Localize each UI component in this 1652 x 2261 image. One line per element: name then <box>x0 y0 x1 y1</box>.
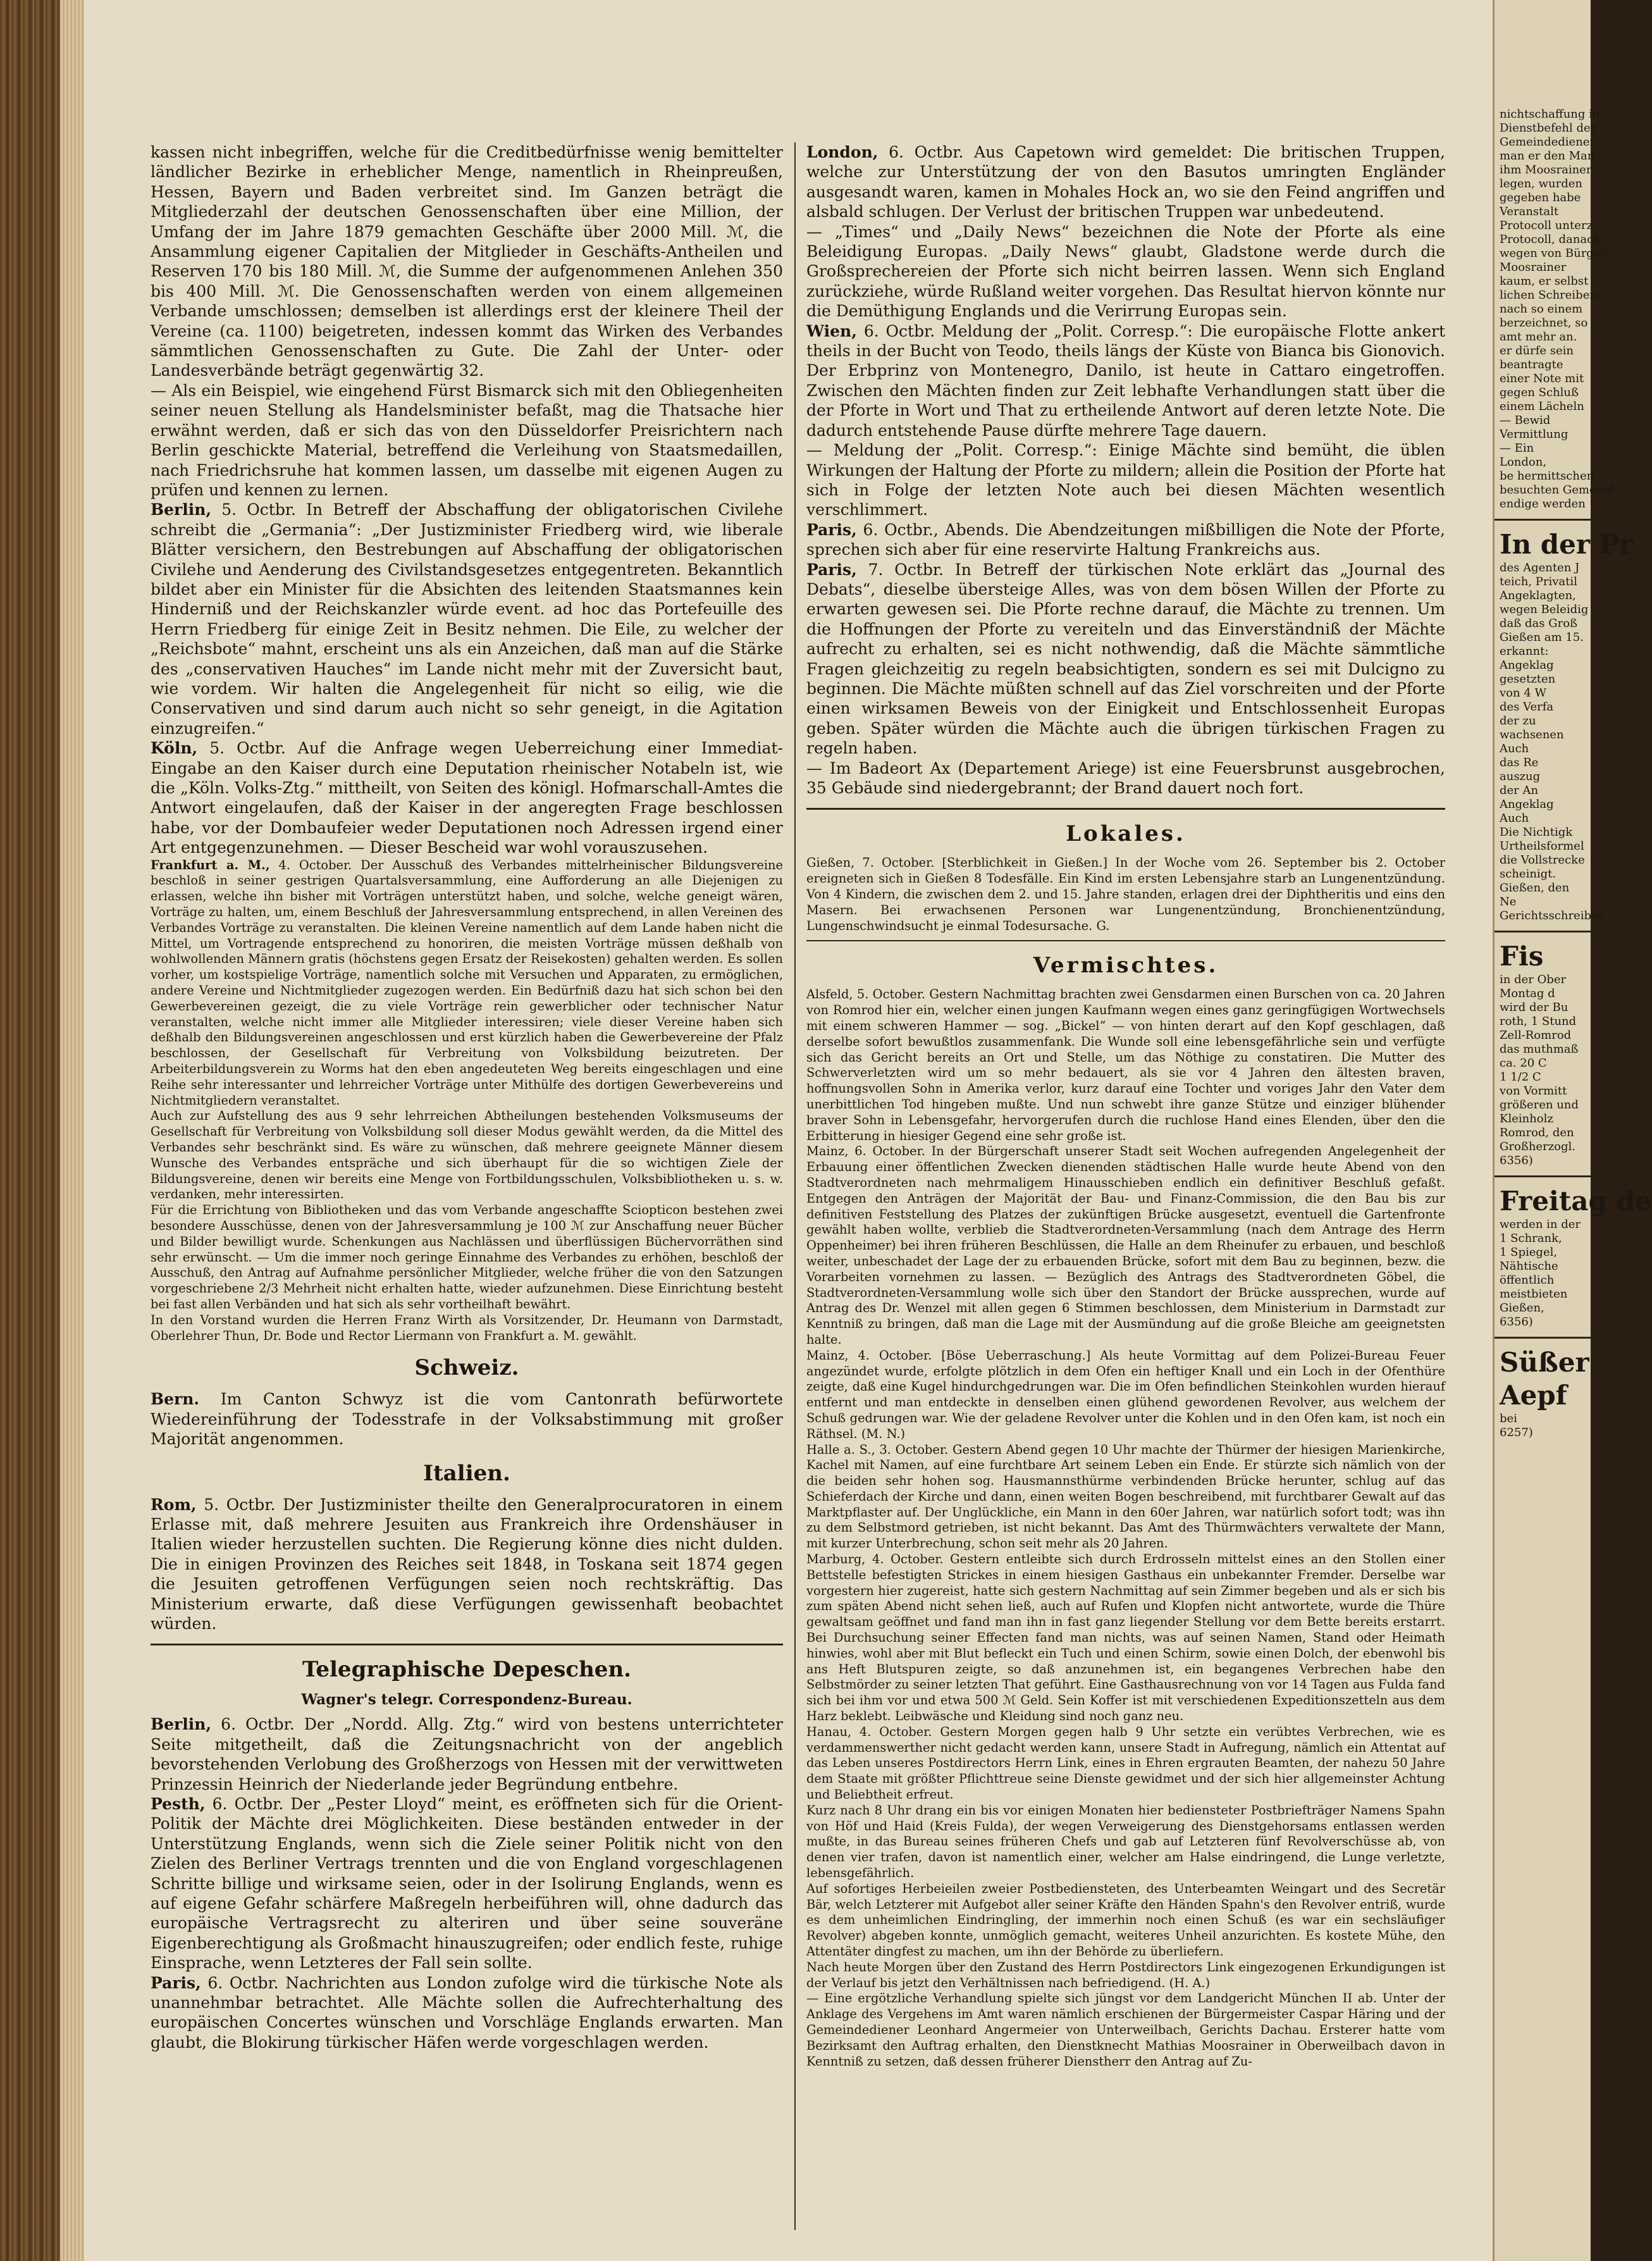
adjacent-text-line: das Re <box>1500 756 1539 769</box>
adjacent-text-line: Protocoll unterz <box>1500 219 1593 232</box>
section-title-lokales: Lokales. <box>1066 821 1186 847</box>
adjacent-text-line: gesetzten <box>1500 672 1556 686</box>
adjacent-text-line: des Agenten J <box>1500 561 1580 574</box>
article-hanau-4: Nach heute Morgen über den Zustand des Herrn Postdirectors Link eingezogenen Erkundigungen ist der Verlauf bis jetzt den Verhältnissen nach befriedigend. (H. A.) <box>806 1959 1445 1990</box>
adjacent-text-line: legen, wurden <box>1500 177 1582 190</box>
article-body: 5. Octbr. Auf die Anfrage wegen Ueberreichung einer Immediat-Eingabe an den Kaiser durch eine Deputation rheinischer Notabeln ist, wie die „Köln. Volks-Ztg.“ mittheilt, von Seiten des königl. Hofmarschall-Amtes die Antwort eingelaufen, daß der Kaiser in der angeregten Frage beschlossen habe, vor der Dombaufeier weder Deputationen noch Adressen irgend einer Art entgegenzunehmen. — Dieser Bescheid war wohl vorauszusehen. <box>151 739 783 857</box>
adjacent-text-line: meistbieten <box>1500 1287 1568 1301</box>
adjacent-text-line: Zell-Romrod <box>1500 1029 1572 1042</box>
adjacent-text-line: kaum, er selbst <box>1500 275 1589 288</box>
article-paris-abends <box>806 520 1445 560</box>
adjacent-page <box>1493 0 1652 2261</box>
article-halle: Halle a. S., 3. October. Gestern Abend gegen 10 Uhr machte der Thürmer der hiesigen Marienkirche, Kachel mit Namen, auf eine furchtbare Art seinem Leben ein Ende. Er stürzte sich nämlich von der die beiden sehr hohen sog. Hausmannsthürme verbindenden Brücke herunter, schlug auf das Schieferdach der Kirche und dann, einen weiten Bogen beschreibend, mit furchtbarer Gewalt auf das Marktpflaster auf. Der Unglückliche, ein Mann in den 60er Jahren, war natürlich sofort todt; was ihn zu dem Selbstmord getrieben, ist nicht bekannt. Das Amt des Thürmwächters verwaltete der Mann, mit kurzer Unterbrechung, schon seit mehr als 20 Jahren. <box>806 1442 1445 1551</box>
adjacent-text-line: größeren und <box>1500 1098 1579 1112</box>
adjacent-text-block-e <box>1495 1412 1591 1440</box>
dateline: Bern. <box>151 1390 200 1409</box>
adjacent-text-line: Protocoll, danach <box>1500 233 1601 246</box>
section-title-schweiz: Schweiz. <box>414 1355 519 1381</box>
adjacent-text-line: — Ein <box>1500 442 1534 455</box>
article-london <box>806 142 1445 222</box>
adjacent-text-line: 6257) <box>1500 1426 1533 1439</box>
article-giessen: Gießen, 7. October. [Sterblichkeit in Gießen.] In der Woche vom 26. September bis 2. October ereigneten sich in Gießen 8 Todesfälle. Ein Kind im ersten Lebensjahre starb an Lungenentzündung. Von 4 Kindern, die zwischen dem 2. und 15. Jahre standen, erlagen drei der Diphtheritis und eins den Masern. Bei erwachsenen Personen war Lungenentzündung, Bronchienentzündung, Lungenschwindsucht je einmal Todesursache. G. <box>806 855 1445 933</box>
adjacent-text-line: lichen Schreiben <box>1500 288 1597 302</box>
adjacent-text-line: Gerichtsschreiber <box>1500 909 1604 922</box>
adjacent-heading: In der Pr <box>1500 529 1634 560</box>
adjacent-text-line: Dienstbefehl der <box>1500 121 1596 135</box>
adjacent-text-line: einer Note mit <box>1500 372 1584 385</box>
adjacent-text-line: der zu <box>1500 714 1536 728</box>
article-muenchen: — Eine ergötzliche Verhandlung spielte sich jüngst vor dem Landgericht München II ab. Unter der Anklage des Vergehens im Amt waren nämlich erschienen der Bürgermeister Caspar Häring und der Gemeindediener Leonhard Angermeier von Unterweilbach, Gerichts Dachau. Ersterer hatte vom Bezirksamt den Auftrag erhalten, den Dienstknecht Mathias Moosrainer in Oberweilbach davon in Kenntniß zu setzen, daß dessen früherer Dienstherr den Antrag auf Zu- <box>806 1991 1445 2069</box>
dateline: Rom, <box>151 1495 197 1514</box>
adjacent-text-line: Moosrainer <box>1500 261 1567 274</box>
adjacent-text-line: von Vormitt <box>1500 1084 1567 1098</box>
adjacent-text-line: Gießen, den <box>1500 881 1570 895</box>
adjacent-text-block-b <box>1495 561 1604 923</box>
adjacent-text-line: Nähtische <box>1500 1260 1558 1273</box>
adjacent-text-line: Ne <box>1500 895 1517 908</box>
section-title-telegraphische-depeschen: Telegraphische Depeschen. <box>302 1657 631 1683</box>
adjacent-text-line: öffentlich <box>1500 1273 1555 1287</box>
article-bern <box>151 1389 783 1449</box>
section-title-italien: Italien. <box>423 1460 510 1486</box>
adjacent-text-line: berzeichnet, so <box>1500 316 1588 330</box>
article-body: 6. Octbr. Meldung der „Polit. Corresp.“: Die europäische Flotte ankert theils in der Bucht von Teodo, theils längs der Küste von Bianca bis Gionovich. Der Erbprinz von Montenegro, Danilo, ist heute in Cattaro eingetroffen. Zwischen den Mächten finden zur Zeit lebhafte Verhandlungen statt über die der Pforte in Wort und That zu ertheilende Antwort auf deren letzte Note. Die dadurch entstehende Pause dürfte mehrere Tage dauern. <box>806 321 1445 440</box>
article-body: 6. Octbr., Abends. Die Abendzeitungen mißbilligen die Note der Pforte, sprechen sich aber für eine reservirte Haltung Frankreichs aus. <box>806 520 1445 559</box>
dateline: Paris, <box>806 520 857 539</box>
adjacent-text-line: daß das Groß <box>1500 617 1578 630</box>
article-body: 4. October. Der Ausschuß des Verbandes mittelrheinischer Bildungsvereine beschloß in seiner gestrigen Quartalsversammlung, eine Aufforderung an alle Diejenigen zu erlassen, welche ihn bisher mit Vorträgen unterstützt haben, und solche, welche geneigt wären, Vorträge zu halten, um, einem Beschluß der Jahresversammlung entsprechend, in allen Vereinen des Verbandes Vorträge zu veranstalten. Die kleinen Vereine namentlich auf dem Lande haben nicht die Mittel, um Vortragende entsprechend zu honoriren, die meisten Vorträge müssen deßhalb von wohlwollenden Männern gratis (höchstens gegen Ersatz der Reisekosten) gehalten werden. Es sollen vorher, um kostspielige Vorträge, namentlich solche mit Versuchen und Apparaten, zu ermöglichen, andere Vereine und Nichtmitglieder zugezogen werden. Ein Bedürfniß dazu hat sich schon bei den Gewerbevereinen gezeigt, die zu viele Vorträge rein gewerblicher oder technischer Natur veranstalten, welche nicht immer alle Mitglieder interessiren; viele dieser Vereine haben sich deßhalb den Bildungsvereinen angeschlossen und erst kürzlich haben die Gewerbevereine der Pfalz beschlossen, der Gesellschaft für Verbreitung von Volksbildung beizutreten. Der Arbeiterbildungsverein zu Worms hat den eben angedeuteten Weg bereits eingeschlagen und eine Reihe sehr interessanter und lehrreicher Vorträge unter Mithülfe des dortigen Gewerbevereins und Nichtmitgliedern veranstaltet. <box>151 857 783 1108</box>
section-divider <box>151 1644 783 1645</box>
adjacent-text-line: das muthmaß <box>1500 1043 1579 1056</box>
adjacent-text-line: beantragte <box>1500 358 1563 371</box>
section-divider <box>806 940 1445 941</box>
section-title-vermischtes: Vermischtes. <box>1033 953 1219 979</box>
article-mainz-halle: Mainz, 6. October. In der Bürgerschaft unserer Stadt seit Wochen aufregenden Angelegenheit der Erbauung einer öffentlichen Zwecken dienenden städtischen Halle wurde heute Abend von den Stadtverordneten nach mehrmaligem Hinausschieben endlich ein definitiver Beschluß gefaßt. Entgegen den Anträgen der Majorität der Bau- und Finanz-Commission, die den Bau bis zur definitiven Feststellung des Platzes der zukünftigen Brücke ausgesetzt, eventuell die Gartenfronte gewählt haben wollte, verblieb die Stadtverordneten-Versammlung (nach dem Antrage des Herrn Oppenheimer) bei ihren früheren Beschlüssen, die Halle an dem Rheinufer zu erbauen, und beschloß weiter, unbeschadet der Lage der zu erbauenden Brücke, sofort mit dem Bau zu beginnen, bezw. die Vorarbeiten vornehmen zu lassen. — Bezüglich des Antrags des Stadtverordneten Göbel, die Stadtverordneten-Versammlung wolle sich über den Standort der Brücke aussprechen, wurde auf Antrag des Dr. Wenzel mit allen gegen 6 Stimmen beschlossen, dem Ministerium in Darmstadt zur Kenntniß zu bringen, daß man die Lage mit der Ausmündung auf die große Bleiche am geeignetsten halte. <box>806 1144 1445 1347</box>
adjacent-text-line: des Verfa <box>1500 700 1554 714</box>
article-tele-paris <box>151 1973 783 2053</box>
adjacent-text-line: nichtschaffung in <box>1500 108 1600 121</box>
adjacent-text-line: ca. 20 C <box>1500 1056 1547 1070</box>
adjacent-text-line: Angeklagten, <box>1500 589 1576 602</box>
adjacent-text-line: Urtheilsformel <box>1500 839 1584 853</box>
adjacent-text-line: bei <box>1500 1412 1517 1425</box>
adjacent-text-line: Montag d <box>1500 987 1555 1000</box>
adjacent-divider <box>1495 1175 1591 1177</box>
article-bibliotheken: Für die Errichtung von Bibliotheken und das vom Verbande angeschaffte Sciopticon bestehen zwei besondere Ausschüsse, denen von der Jahresversammlung je 100 ℳ zur Anschaffung neuer Bücher und Bilder bewilligt wurde. Schenkungen aus Nachlässen und überflüssigen Büchervorräthen sind sehr erwünscht. — Um die immer noch geringe Einnahme des Verbandes zu erhöhen, beschloß der Ausschuß, den Antrag auf Aufnahme persönlicher Mitglieder, welche früher die von den Satzungen vorgeschriebene 2/3 Mehrheit nicht erhalten hatte, wieder aufzunehmen. Diese Einrichtung besteht bei fast allen Verbänden und hat sich als sehr vortheilhaft bewährt. <box>151 1203 783 1311</box>
book-spine <box>0 0 60 2261</box>
article-tele-berlin <box>151 1714 783 1794</box>
article-body: 5. Octbr. Der Justizminister theilte den Generalprocuratoren in einem Erlasse mit, daß mehrere Jesuiten aus Frankreich ihre Ordenshäuser in Italien wieder herzustellen suchten. Die Regierung könne dies nicht dulden. Die in einigen Provinzen des Reiches seit 1848, in Toskana seit 1874 gegen die Jesuiten getroffenen Verfügungen seien noch rechtskräftig. Das Ministerium erwarte, daß diese Verfügungen gewissenhaft beobachtet würden. <box>151 1495 783 1633</box>
article-body: 5. Octbr. In Betreff der Abschaffung der obligatorischen Civilehe schreibt die „Germania“: „Der Justizminister Friedberg wird, wie liberale Blätter versichern, den Bestrebungen auf Abschaffung der obligatorischen Civilehe und Aenderung des Civilstandsgesetzes entgegentreten. Bekanntlich bildet aber ein Minister für die Absichten des leitenden Staatsmannes kein Hinderniß und der Reichskanzler würde event. ad hoc das Portefeuille des Herrn Friedberg für einige Zeit in Besitz nehmen. Die Eile, zu welcher der „Reichsbote“ mahnt, erscheint uns als ein Anzeichen, daß man auf die Stärke des „conservativen Hauches“ im Lande nicht mehr mit der Zuversicht baut, wie vordem. Wir halten die Angelegenheit für nicht so eilig, wie die Conservativen und sind darum auch nicht so sehr geneigt, in die Agitation einzugreifen.“ <box>151 500 783 738</box>
adjacent-text-line: Vermittlung <box>1500 428 1569 441</box>
adjacent-heading: Freitag de <box>1500 1186 1652 1217</box>
adjacent-text-line: Die Nichtigk <box>1500 826 1573 839</box>
article-rom <box>151 1495 783 1634</box>
adjacent-text-line: Romrod, den <box>1500 1126 1574 1139</box>
adjacent-text-line: man er den Man <box>1500 149 1595 163</box>
adjacent-text-line: amt mehr an. <box>1500 330 1577 344</box>
section-subtitle-bureau: Wagner's telegr. Correspondenz-Bureau. <box>301 1691 632 1709</box>
article-body: 7. Octbr. In Betreff der türkischen Note erklärt das „Journal des Debats“, dieselbe übersteige Alles, was von dem bösen Willen der Pforte zu erwarten gewesen sei. Die Pforte rechne darauf, die Mächte zu trennen. Um die Hoffnungen der Pforte zu vereiteln und das Einverständniß der Mächte aufrecht zu erhalten, sei es nicht nothwendig, daß die Mächte sämmtliche Fragen gleichzeitig zu regeln beabsichtigten, sondern es sei mit Dulcigno zu beginnen. Die Mächte müßten schnell auf das Ziel vorschreiten und der Pforte einen wirksamen Beweis von der Einigkeit und Entschlossenheit Europas geben. Später würden die Mächte auch die übrigen türkischen Fragen zu regeln haben. <box>806 560 1445 758</box>
dateline: Berlin, <box>151 500 212 519</box>
column-divider <box>794 142 796 2230</box>
adjacent-text-line: Auch <box>1500 742 1529 755</box>
adjacent-text-line: gegen Schluß <box>1500 386 1579 399</box>
dateline: Paris, <box>151 1973 201 1992</box>
adjacent-text-line: 6356) <box>1500 1315 1533 1329</box>
dateline: Pesth, <box>151 1795 206 1814</box>
adjacent-text-line: wegen Beleidig <box>1500 603 1589 616</box>
adjacent-text-line: teich, Privatil <box>1500 575 1577 588</box>
adjacent-text-line: erkannt: <box>1500 645 1549 658</box>
adjacent-divider <box>1495 1337 1591 1339</box>
adjacent-text-line: wird der Bu <box>1500 1001 1569 1014</box>
dateline: London, <box>806 143 878 161</box>
adjacent-text-line: scheinigt. <box>1500 867 1556 881</box>
article-body: Im Canton Schwyz ist die vom Cantonrath befürwortete Wiedereinführung der Todesstrafe in der Volksabstimmung mit großer Majorität angenommen. <box>151 1390 783 1449</box>
adjacent-heading: Aepf <box>1500 1380 1567 1411</box>
adjacent-text-block-c <box>1495 973 1591 1168</box>
adjacent-text-line: wegen von Bürger <box>1500 247 1606 260</box>
adjacent-divider <box>1495 519 1591 521</box>
adjacent-text-line: Gemeindediener <box>1500 135 1596 149</box>
article-tele-pesth <box>151 1794 783 1973</box>
adjacent-text-line: einem Lächeln <box>1500 400 1584 413</box>
section-divider <box>806 808 1445 810</box>
adjacent-text-line: ihm Moosrainer <box>1500 163 1592 177</box>
adjacent-text-line: Gießen am 15. <box>1500 631 1584 644</box>
article-body: 6. Octbr. Nachrichten aus London zufolge wird die türkische Note als unannehmbar betrachtet. Alle Mächte sollen die Aufrechterhaltung des europäischen Concertes wünschen und Vorschläge Englands erwarten. Man glaubt, die Blokirung türkischer Häfen werde vorgeschlagen werden. <box>151 1973 783 2052</box>
adjacent-text-line: 1 Spiegel, <box>1500 1246 1558 1259</box>
adjacent-text-line: 1 Schrank, <box>1500 1232 1562 1245</box>
adjacent-text-line: gegeben habe <box>1500 191 1581 204</box>
article-body: 6. Octbr. Aus Capetown wird gemeldet: Die britischen Truppen, welche zur Unterstützung der von den Basutos umringten Engländer ausgesandt waren, kamen in Mohales Hock an, wo sie den Feind angriffen und alsbald schlugen. Der Verlust der britischen Truppen war unbedeutend. <box>806 143 1445 221</box>
article-bismarck: — Als ein Beispiel, wie eingehend Fürst Bismarck sich mit den Obliegenheiten seiner neuen Stellung als Handelsminister befaßt, mag die Thatsache hier erwähnt werden, daß er sich das von den Düsseldorfer Preisrichtern nach Berlin geschickte Material, betreffend die Verleihung von Staatsmedaillen, nach Friedrichsruhe hat kommen lassen, um dasselbe mit eigenen Augen zu prüfen und kennen zu lernen. <box>151 381 783 499</box>
adjacent-text-line: der An <box>1500 784 1539 797</box>
adjacent-text-line: nach so einem <box>1500 302 1583 316</box>
article-hanau-2: Kurz nach 8 Uhr drang ein bis vor einigen Monaten hier bediensteter Postbriefträger Namens Spahn von Höf und Haid (Kreis Fulda), der wegen Verweigerung des Dienstgehorsams entlassen werden mußte, in das Bureau seines früheren Chefs und gab auf Letzteren fünf Revolverschüsse ab, von denen vier trafen, davon ist namentlich einer, welcher am Halse eindringend, die Lunge verletzte, lebensgefährlich. <box>806 1802 1445 1881</box>
adjacent-text-line: Gießen, <box>1500 1301 1544 1315</box>
article-genossenschaften: kassen nicht inbegriffen, welche für die Creditbedürfnisse wenig bemittelter ländlicher Bezirke in erheblicher Menge, namentlich in Rheinpreußen, Hessen, Bayern und Baden verbreitet sind. Im Ganzen beträgt die Mitgliederzahl der deutschen Genossenschaften über eine Million, der Umfang der im Jahre 1879 gemachten Geschäfte über 2000 Mill. ℳ, die Ansammlung eigener Capitalien der Mitglieder in Geschäfts-Antheilen und Reserven 170 bis 180 Mill. ℳ, die Summe der aufgenommenen Anlehen 350 bis 400 Mill. ℳ. Die Genossenschaften werden von einem allgemeinen Verbande umschlossen; demselben ist allerdings erst der kleinere Theil der Vereine (ca. 1100) beigetreten, indessen kommt das Wirken des Verbandes sämmtlichen Genossenschaften zu Gute. Die Zahl der Unter- oder Landesverbände beträgt gegenwärtig 32. <box>151 143 783 380</box>
article-mainz-revolver: Mainz, 4. October. [Böse Ueberraschung.] Als heute Vormittag auf dem Polizei-Bureau Feuer angezündet wurde, erfolgte plötzlich in dem Ofen ein heftiger Knall und ein Loch in der Ofenthüre zeigte, daß eine Kugel hindurchgedrungen war. Die im Ofen befindlichen Steinkohlen wurden hierauf entfernt und man entdeckte in denselben einen glühend gewordenen Revolver, aus welchem der Schuß gedrungen war. Wie der geladene Revolver unter die Kohlen und in den Ofen kam, ist noch ein Räthsel. (M. N.) <box>806 1347 1445 1441</box>
dateline: Köln, <box>151 739 198 758</box>
article-koeln <box>151 738 783 857</box>
adjacent-text-line: Auch <box>1500 812 1529 825</box>
adjacent-text-line: endige werden <box>1500 497 1586 511</box>
article-vorstand: In den Vorstand wurden die Herren Franz Wirth als Vorsitzender, Dr. Heumann von Darmstadt, Oberlehrer Thun, Dr. Bode und Rector Liermann von Frankfurt a. M. gewählt. <box>151 1312 783 1343</box>
adjacent-text-line: roth, 1 Stund <box>1500 1015 1577 1028</box>
article-berlin-civilehe <box>151 500 783 738</box>
article-frankfurt <box>151 858 783 1109</box>
adjacent-text-line: werden in der <box>1500 1218 1581 1231</box>
left-column <box>151 142 783 2230</box>
adjacent-heading: Fis <box>1500 941 1544 972</box>
adjacent-text-line: Angeklag <box>1500 798 1554 811</box>
adjacent-text-line: Großherzogl. <box>1500 1140 1576 1153</box>
article-times: — „Times“ und „Daily News“ bezeichnen die Note der Pforte als eine Beleidigung Europas. „Daily News“ glaubt, Gladstone werde durch die Großsprechereien der Pforte sich nicht beirren lassen. Wenn sich England zurückziehe, würde Rußland weiter vorgehen. Das Resultat hiervon könnte nur die Demüthigung Englands und die Verirrung Europas sein. <box>806 222 1445 321</box>
adjacent-text-line: be hermittschen <box>1500 469 1594 483</box>
adjacent-text-line: 6356) <box>1500 1154 1533 1167</box>
article-body: 6. Octbr. Der „Nordd. Allg. Ztg.“ wird von bestens unterrichteter Seite mitgetheilt, daß die Zeitungsnachricht von der angeblich bevorstehenden Verlobung des Großherzogs von Hessen mit der verwittweten Prinzessin Heinrich der Niederlande jeder Begründung entbehre. <box>151 1715 783 1793</box>
adjacent-text-line: in der Ober <box>1500 973 1567 986</box>
adjacent-text-line: London, <box>1500 455 1547 469</box>
article-alsfeld: Alsfeld, 5. October. Gestern Nachmittag brachten zwei Gensdarmen einen Burschen von ca. 20 Jahren von Romrod hier ein, welcher einen jungen Kaufmann wegen eines ganz geringfügigen Wortwechsels mit einem schweren Hammer — sog. „Bickel“ — von hinten derart auf den Kopf geschlagen, daß derselbe sofort bewußtlos zusammenfank. Die Wunde soll eine lebensgefährliche sein und verfügte sich das Gericht bereits an Ort und Stelle, um das Nöthige zu constatiren. Die Mutter des Schwerverletzten wird um so mehr bedauert, als sie vor 4 Jahren den ältesten braven, hoffnungsvollen Sohn in Amerika verlor, kurz darauf eine Tochter und voriges Jahr den Vater dem unerbittlichen Tod hingeben mußte. Und nun schwebt ihre ganze Stütze und einziger blühender braver Sohn in Lebensgefahr, hervorgerufen durch die ruchlose Hand eines Elenden, über den die Erbitterung in hiesiger Gegend eine sehr große ist. <box>806 987 1445 1143</box>
page-edges <box>60 0 84 2261</box>
article-marburg: Marburg, 4. October. Gestern entleibte sich durch Erdrosseln mittelst eines an den Stollen einer Bettstelle befestigten Strickes in einem hiesigen Gasthaus ein unbekannter Fremder. Derselbe war vorgestern hier zugereist, hatte sich gestern Nachmittag auf sein Zimmer begeben und als er sich bis zum späten Abend nicht sehen ließ, auch auf Rufen und Klopfen nicht antwortete, wurde die Thüre gewaltsam geöffnet und fand man ihn in fast ganz liegender Stellung vor dem Bette bereits erstarrt. Bei Durchsuchung seiner Effecten fand man nichts, was auf seinen Namen, Stand oder Heimath hinwies, wohl aber mit Blut befleckt ein Tuch und einen Schirm, sowie einen Dolch, der ebenwohl bis ans Heft Blutspuren zeigte, so daß anzunehmen ist, ein begangenes Verbrechen habe den Selbstmörder zu seiner letzten That geführt. Eine Gasthausrechnung von vor 14 Tagen aus Fulda fand sich bei ihm vor und etwa 500 ℳ Geld. Sein Koffer ist mit verschiedenen Expeditionszetteln aus dem Harz beklebt. Leibwäsche und Kleidung sind noch ganz neu. <box>806 1552 1445 1724</box>
article-hanau: Hanau, 4. October. Gestern Morgen gegen halb 9 Uhr setzte ein verübtes Verbrechen, wie es verdammenswerther nicht gedacht werden kann, unsere Stadt in Aufregung, nämlich ein Attentat auf das Leben unseres Postdirectors Herrn Link, eines in Ehren ergrauten Beamten, der nahezu 50 Jahre dem Staate mit größter Pflichttreue seine Dienste gewidmet und der sich hier allgemeinster Achtung und Beliebtheit erfreut. <box>806 1724 1445 1802</box>
adjacent-text-line: 1 1/2 C <box>1500 1070 1541 1084</box>
adjacent-text-line: er dürfe sein <box>1500 344 1574 357</box>
adjacent-text-line: Angeklag <box>1500 659 1554 672</box>
dateline: Wien, <box>806 321 857 340</box>
adjacent-divider <box>1495 931 1591 932</box>
article-wien <box>806 321 1445 440</box>
adjacent-text-block-d <box>1495 1218 1591 1329</box>
dateline: Berlin, <box>151 1715 212 1734</box>
adjacent-text-line: — Bewid <box>1500 414 1551 427</box>
adjacent-text-line: Kleinholz <box>1500 1112 1553 1125</box>
adjacent-text-line: Veranstalt <box>1500 205 1559 218</box>
article-hanau-3: Auf sofortiges Herbeieilen zweier Postbediensteten, des Unterbeamten Weingart und des Secretär Bär, welch Letzterer mit Aufgebot aller seiner Kräfte den Händen Spahn's den Revolver entriß, wurde es dem unheimlichen Eindringling, der immerhin noch einen Schuß (es war ein sechsläufiger Revolver) abgeben konnte, unmöglich gemacht, weiteres Unheil anzurichten. Es kostete Mühe, den Attentäter dingfest zu machen, um ihn der Behörde zu überliefern. <box>806 1881 1445 1959</box>
article-paris-journal <box>806 560 1445 759</box>
dateline: Paris, <box>806 560 857 579</box>
adjacent-text-line: wachsenen <box>1500 728 1564 741</box>
article-volksmuseum: Auch zur Aufstellung des aus 9 sehr lehrreichen Abtheilungen bestehenden Volksmuseums der Gesellschaft für Verbreitung von Volksbildung soll dieser Modus gewählt werden, da die Mittel des Verbandes sehr beschränkt sind. Es wäre zu wünschen, daß mehrere geeignete Männer diesem Wunsche des Verbandes entspräche und sich überhaupt für die so wichtigen Ziele der Bildungsvereine, denen wir bereits eine Menge von Fortbildungsschulen, Volksbibliotheken u. s. w. verdanken, mehr interessirten. <box>151 1108 783 1202</box>
adjacent-text-line: auszug <box>1500 770 1541 783</box>
adjacent-text-line: besuchten Gemeind <box>1500 483 1615 497</box>
article-body: 6. Octbr. Der „Pester Lloyd“ meint, es eröffneten sich für die Orient-Politik der Mächte drei Möglichkeiten. Diese beständen entweder in der Unterstützung Englands, wenn sich die Ziele seiner Politik nicht von den Zielen des Berliner Vertrags trennten und die von England vorgeschlagenen Schritte billige und wirksame seien, oder in der Isolirung Englands, wenn es auf eigene Gefahr schärfere Maßregeln herbeiführen will, ohne dadurch das europäische Vertragsrecht zu alteriren und über seine souveräne Eigenberechtigung als Großmacht hinauszugreifen; oder endlich feste, ruhige Einsprache, wenn Letzteres der Fall sein sollte. <box>151 1795 783 1973</box>
article-badeort-ax: — Im Badeort Ax (Departement Ariege) ist eine Feuersbrunst ausgebrochen, 35 Gebäude sind niedergebrannt; der Brand dauert noch fort. <box>806 759 1445 797</box>
article-polit-corresp: — Meldung der „Polit. Corresp.“: Einige Mächte sind bemüht, die üblen Wirkungen der Haltung der Pforte zu mildern; allein die Position der Pforte hat sich in Folge der letzten Note auch bei diesen Mächten wesentlich verschlimmert. <box>806 441 1445 519</box>
right-column <box>806 142 1445 2230</box>
adjacent-text-block-a <box>1495 108 1615 511</box>
adjacent-heading: Süßer <box>1500 1347 1589 1378</box>
adjacent-text-line: von 4 W <box>1500 686 1546 700</box>
dateline: Frankfurt a. M., <box>151 857 270 872</box>
adjacent-text-line: die Vollstrecke <box>1500 853 1585 867</box>
